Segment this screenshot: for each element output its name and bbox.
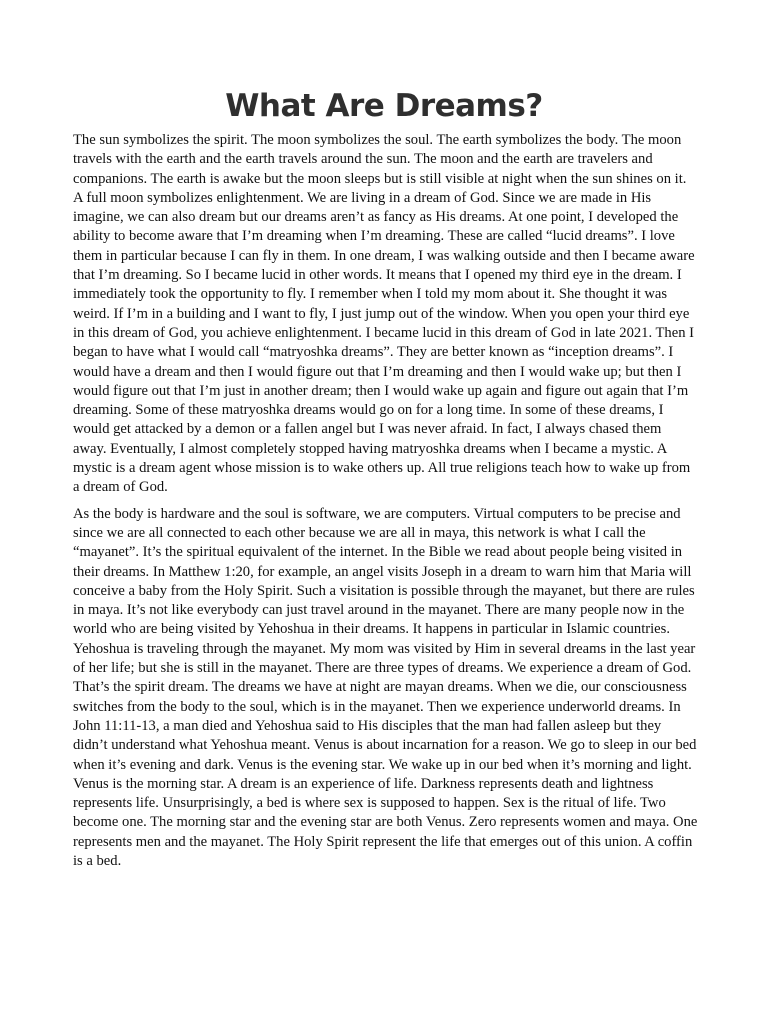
page-title: What Are Dreams? [225, 88, 543, 124]
paragraph-2: As the body is hardware and the soul is software, we are computers. Virtual computers to be precise and since we are all connected to each other because we are all in maya, this network is what I call the “mayanet”. It’s the spiritual equivalent of the internet. In the Bible we read about people being visited in their dreams. In Matthew 1:20, for example, an angel visits Joseph in a dream to warn him that Maria will conceive a baby from the Holy Spirit. Such a visitation is possible through the mayanet, but there are rules in maya. It’s not like everybody can just travel around in the mayanet. There are many people now in the world who are being visited by Yehoshua in their dreams. It happens in particular in Islamic countries. Yehoshua is traveling through the mayanet. My mom was visited by Him in several dreams in the last year of her life; but she is still in the mayanet. There are three types of dreams. We experience a dream of God. That’s the spirit dream. The dreams we have at night are mayan dreams. When we die, our consciousness switches from the body to the soul, which is in the mayanet. Then we experience underworld dreams. In John 11:11-13, a man died and Yehoshua said to His disciples that the man had fallen asleep but they didn’t understand what Yehoshua meant. Venus is about incarnation for a reason. We go to sleep in our bed when it’s evening and dark. Venus is the evening star. We wake up in our bed when it’s morning and light. Venus is the morning star. A dream is an experience of life. Darkness represents death and lightness represents life. Unsurprisingly, a bed is where sex is supposed to happen. Sex is the ritual of life. Two become one. The morning star and the evening star are both Venus. Zero represents women and maya. One represents men and the mayanet. The Holy Spirit represent the life that emerges out of this union. A coffin is a bed. [73, 505, 698, 869]
paragraph-1: The sun symbolizes the spirit. The moon symbolizes the soul. The earth symbolizes the body. The moon travels with the earth and the earth travels around the sun. The moon and the earth are travelers and companions. The earth is awake but the moon sleeps but is still visible at night when the sun shines on it. A full moon symbolizes enlightenment. We are living in a dream of God. Since we are made in His imagine, we can also dream but our dreams aren’t as fancy as His dreams. At one point, I developed the ability to become aware that I’m dreaming when I’m dreaming. These are called “lucid dreams”. I love them in particular because I can fly in them. In one dream, I was walking outside and then I became aware that I’m dreaming. So I became lucid in other words. It means that I opened my third eye in the dream. I immediately took the opportunity to fly. I remember when I told my mom about it. She thought it was weird. If I’m in a building and I want to fly, I just jump out of the window. When you open your third eye in this dream of God, you achieve enlightenment. I became lucid in this dream of God in late 2021. Then I began to have what I would call “matryoshka dreams”. They are better known as “inception dreams”. I would have a dream and then I would figure out that I’m dreaming and then I would wake up; but then I would figure out that I’m just in another dream; then I would wake up again and figure out again that I’m dreaming. Some of these matryoshka dreams would go on for a long time. In some of these dreams, I would get attacked by a demon or a fallen angel but I was never afraid. In fact, I always chased them away. Eventually, I almost completely stopped having matryoshka dreams when I became a mystic. A mystic is a dream agent whose mission is to wake others up. All true religions teach how to wake up from a dream of God. [73, 132, 695, 496]
document-body [73, 131, 698, 878]
